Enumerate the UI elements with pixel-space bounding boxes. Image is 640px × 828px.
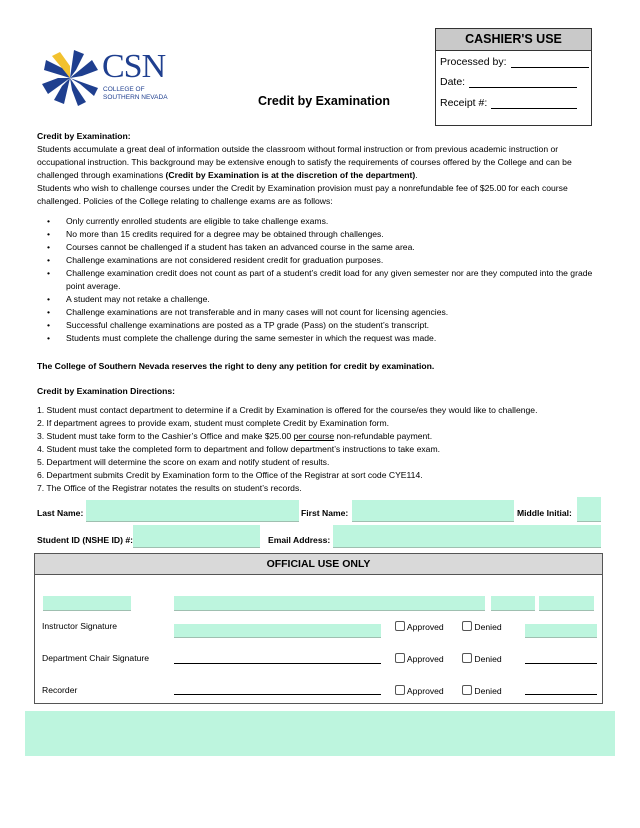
bottom-fill-field[interactable] [25, 711, 615, 756]
processed-by-label: Processed by: [440, 56, 507, 68]
instructor-signature-label: Instructor Signature [42, 621, 117, 631]
instructor-signature-input[interactable] [174, 624, 381, 638]
policy-item: • Successful challenge examinations are posted as a TP grade (Pass) on the student’s transcript. [37, 319, 607, 332]
date-line [469, 77, 577, 88]
last-name-label: Last Name: [37, 508, 84, 518]
denied-label: Denied [474, 686, 502, 696]
policy-item: • Students must complete the challenge during the same semester in which the request was made. [37, 332, 607, 345]
middle-initial-label: Middle Initial: [517, 508, 572, 518]
official-field-4[interactable] [539, 596, 594, 611]
recorder-signature-line[interactable] [174, 694, 381, 695]
policy-item: • A student may not retake a challenge. [37, 293, 607, 306]
recorder-label: Recorder [42, 685, 78, 695]
step3-text: 3. Student must take form to the Cashier’s Office and make $25.00 [37, 431, 294, 441]
step3-text-end: non-refundable payment. [334, 431, 433, 441]
last-name-input[interactable] [86, 500, 299, 522]
receipt-label: Receipt #: [440, 97, 488, 109]
policy-list [37, 215, 607, 345]
cashier-heading: CASHIER'S USE [436, 29, 591, 51]
checkbox-icon[interactable] [395, 685, 405, 695]
approved-label: Approved [406, 622, 444, 632]
policy-item: • Challenge examination credit does not count as part of a student’s credit load for any given semester nor are they computed into the grade point average. [37, 267, 607, 293]
approved-label: Approved [406, 654, 444, 664]
checkbox-icon[interactable] [395, 653, 405, 663]
instructor-date-input[interactable] [525, 624, 597, 638]
csn-logo-star-icon [40, 48, 100, 108]
direction-step: 2. If department agrees to provide exam, student must complete Credit by Examination form. [37, 418, 390, 428]
policy-item: • Courses cannot be challenged if a student has taken an advanced course in the same area. [37, 241, 607, 254]
cashier-use-box [435, 28, 592, 126]
checkbox-icon[interactable] [462, 653, 472, 663]
dept-chair-signature-line[interactable] [174, 663, 381, 664]
recorder-denied-option[interactable] [462, 685, 502, 696]
receipt-row [440, 97, 577, 109]
policy-item: • Challenge examinations are not transferable and in many cases will not count for licensing agencies. [37, 306, 607, 319]
dept-chair-approved-option[interactable] [395, 653, 444, 664]
intro-p1-bold: (Credit by Examination is at the discretion of the department) [165, 170, 416, 180]
processed-by-line [511, 57, 589, 68]
official-field-2[interactable] [174, 596, 485, 611]
dept-chair-date-line[interactable] [525, 663, 597, 664]
step3-underlined: per course [293, 431, 335, 441]
logo-subtitle-line1: COLLEGE OF [103, 86, 145, 93]
first-name-label: First Name: [301, 508, 349, 518]
student-id-input[interactable] [133, 525, 260, 548]
official-field-1[interactable] [43, 596, 131, 611]
directions-heading: Credit by Examination Directions: [37, 386, 176, 396]
first-name-input[interactable] [352, 500, 514, 522]
policy-item: • Challenge examinations are not considered resident credit for graduation purposes. [37, 254, 607, 267]
receipt-line [491, 98, 577, 109]
processed-by-row [440, 56, 589, 68]
intro-section [37, 130, 607, 208]
directions-list [37, 404, 607, 495]
direction-step: 1. Student must contact department to determine if a Credit by Examination is offered for the course/es they would like to challenge. [37, 405, 538, 415]
official-heading: OFFICIAL USE ONLY [35, 554, 602, 575]
direction-step: 7. The Office of the Registrar notates the results on student’s records. [37, 483, 302, 493]
recorder-date-line[interactable] [525, 694, 597, 695]
instructor-denied-option[interactable] [462, 621, 502, 632]
official-field-3[interactable] [491, 596, 535, 611]
middle-initial-input[interactable] [577, 497, 601, 522]
policy-item: • No more than 15 credits required for a degree may be obtained through challenges. [37, 228, 607, 241]
denied-label: Denied [474, 622, 502, 632]
recorder-approved-option[interactable] [395, 685, 444, 696]
logo-wordmark: CSN [102, 48, 166, 85]
email-input[interactable] [333, 525, 601, 548]
instructor-approved-option[interactable] [395, 621, 444, 632]
email-label: Email Address: [268, 535, 331, 545]
checkbox-icon[interactable] [462, 685, 472, 695]
date-label: Date: [440, 76, 466, 88]
direction-step: 6. Department submits Credit by Examination form to the Office of the Registrar at sort code CYE114. [37, 470, 423, 480]
logo-subtitle-line2: SOUTHERN NEVADA [103, 93, 168, 101]
dept-chair-denied-option[interactable] [462, 653, 502, 664]
approved-label: Approved [406, 686, 444, 696]
direction-step [37, 430, 607, 443]
policy-item: • Only currently enrolled students are eligible to take challenge exams. [37, 215, 607, 228]
student-id-label: Student ID (NSHE ID) #: [37, 535, 133, 545]
checkbox-icon[interactable] [395, 621, 405, 631]
intro-p1-end: . [415, 170, 418, 180]
intro-heading: Credit by Examination: [37, 131, 131, 141]
direction-step: 4. Student must take the completed form to department and follow department’s instructions to take exam. [37, 444, 441, 454]
intro-paragraph-2: Students who wish to challenge courses under the Credit by Examination provision must pay a nonrefundable fee of $25.00 for each course challenged. Policies of the College relating to challenge exams are as follows: [37, 183, 568, 206]
checkbox-icon[interactable] [462, 621, 472, 631]
intro-p1-text: Students accumulate a great deal of information outside the classroom without formal instruction or from previous academic instruction or occupational instruction. This background may be extensive enough to satisfy the requirements of courses offered by the College and can be challenged through examinations [37, 144, 572, 180]
intro-paragraph-1 [37, 143, 607, 182]
logo-subtitle [103, 86, 173, 101]
date-row [440, 76, 577, 88]
reserve-notice: The College of Southern Nevada reserves the right to deny any petition for credit by examination. [37, 361, 435, 371]
dept-chair-signature-label: Department Chair Signature [42, 653, 149, 663]
direction-step: 5. Department will determine the score on exam and notify student of results. [37, 457, 330, 467]
page-title: Credit by Examination [258, 94, 390, 108]
denied-label: Denied [474, 654, 502, 664]
